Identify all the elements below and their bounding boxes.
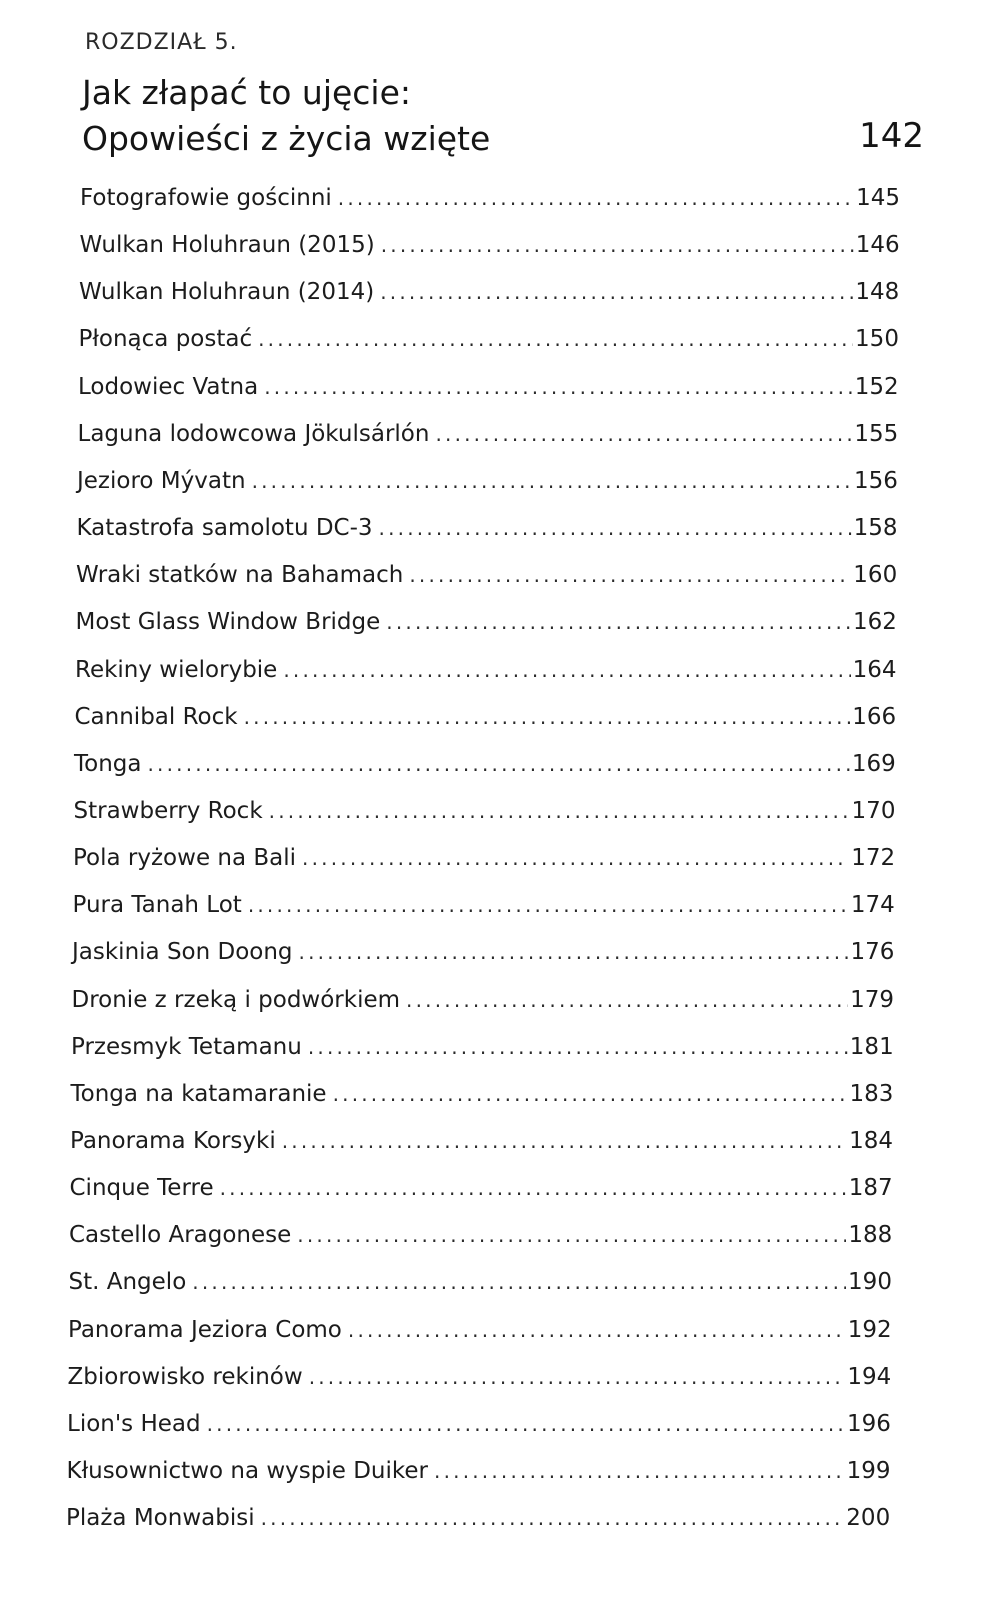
toc-entry-title: Laguna lodowcowa Jökulsárlón [77, 420, 430, 447]
toc-entry-page: 179 [850, 986, 895, 1013]
toc-entry-page: 148 [855, 279, 900, 306]
toc-entry-page: 158 [853, 515, 898, 542]
toc-leader-dots [338, 181, 854, 215]
toc-entry-page: 155 [854, 420, 899, 447]
toc-entry-title: St. Angelo [68, 1269, 187, 1296]
toc-leader-dots [406, 983, 848, 1017]
toc-entry-page: 160 [853, 562, 898, 589]
toc-entry-page: 169 [851, 750, 896, 777]
toc-entry-page: 196 [847, 1410, 891, 1437]
toc-entry [79, 275, 899, 309]
toc-entry-page: 156 [854, 467, 898, 494]
toc-entry-page: 170 [851, 797, 896, 824]
toc-entry-title: Plaża Monwabisi [66, 1505, 255, 1532]
toc-entry-title: Pura Tanah Lot [72, 892, 242, 919]
toc-leader-dots [381, 228, 854, 262]
toc-entry [76, 605, 897, 639]
toc-entry-page: 184 [849, 1128, 893, 1154]
toc-entry [75, 653, 897, 687]
toc-leader-dots [309, 1360, 846, 1394]
toc-entry-page: 199 [846, 1458, 891, 1485]
toc-entry [71, 1030, 894, 1064]
toc-leader-dots [386, 605, 851, 639]
toc-leader-dots [269, 794, 850, 828]
chapter-title-line-1: Jak złapać to ujęcie: [82, 73, 412, 112]
toc-entry [71, 1077, 894, 1111]
toc-entry-page: 150 [855, 326, 899, 353]
toc-entry-title: Przesmyk Tetamanu [71, 1033, 302, 1060]
toc-entry-title: Panorama Jeziora Como [68, 1316, 342, 1343]
toc-entry-title: Strawberry Rock [73, 797, 263, 824]
toc-entry [67, 1454, 891, 1488]
toc-entry-page: 190 [848, 1269, 892, 1296]
toc-entry [79, 322, 899, 356]
toc-entry-title: Cannibal Rock [74, 703, 238, 730]
toc-leader-dots [308, 1030, 848, 1064]
toc-entry-page: 172 [851, 845, 896, 872]
toc-entry [70, 1124, 893, 1158]
toc-leader-dots [333, 1077, 848, 1111]
toc-entry [74, 747, 896, 781]
toc-entry-title: Pola ryżowe na Bali [73, 845, 297, 872]
toc-entry [78, 370, 899, 404]
toc-entry-title: Tonga na katamaranie [70, 1080, 327, 1107]
toc-entry [68, 1313, 892, 1347]
toc-entry-title: Zbiorowisko rekinów [67, 1363, 303, 1390]
toc-entry-page: 192 [847, 1316, 892, 1343]
toc-leader-dots [283, 653, 850, 687]
toc-leader-dots [248, 888, 849, 922]
toc-entry-title: Wraki statków na Bahamach [76, 562, 404, 589]
toc-entry-page: 176 [850, 939, 895, 966]
toc-entry [76, 558, 897, 592]
toc-leader-dots [264, 370, 853, 404]
toc-leader-dots [380, 275, 853, 309]
toc-entry-page: 187 [848, 1175, 893, 1202]
toc-entry [69, 1218, 892, 1252]
toc-entry-page: 174 [850, 892, 895, 919]
toc-entry-title: Dronie z rzeką i podwórkiem [71, 986, 401, 1013]
toc-entry [77, 464, 898, 498]
toc-entry-title: Jezioro Mývatn [77, 467, 246, 494]
toc-entry-title: Rekiny wielorybie [75, 656, 278, 683]
toc-entry [69, 1265, 892, 1299]
toc-entry-page: 183 [849, 1080, 894, 1107]
toc-leader-dots [302, 841, 849, 875]
toc-leader-dots [192, 1265, 846, 1299]
toc-entry [78, 417, 899, 451]
toc-entry [77, 511, 898, 545]
toc-leader-dots [244, 700, 851, 734]
toc-entry [74, 794, 896, 828]
toc-entry-page: 188 [848, 1222, 893, 1249]
toc-entry [75, 700, 897, 734]
toc-entry-title: Panorama Korsyki [70, 1128, 276, 1154]
toc-leader-dots [299, 935, 849, 969]
toc-entry-title: Katastrofa samolotu DC-3 [76, 515, 373, 542]
toc-entry-title: Wulkan Holuhraun (2014) [79, 279, 375, 306]
toc-leader-dots [297, 1218, 846, 1252]
toc-entry-page: 164 [852, 656, 897, 683]
toc-entry [70, 1171, 893, 1205]
toc-entry-title: Jaskinia Son Doong [72, 939, 293, 966]
toc-entry [80, 228, 900, 262]
toc-entry [67, 1407, 891, 1441]
toc-entry-title: Castello Aragonese [69, 1222, 292, 1249]
toc-leader-dots [252, 464, 852, 498]
toc-entry-title: Tonga [74, 750, 142, 777]
chapter-page-number: 142 [859, 116, 924, 156]
toc-leader-dots [282, 1124, 847, 1158]
toc-entry [68, 1360, 892, 1394]
toc-entry-title: Lodowiec Vatna [78, 373, 259, 400]
toc-entry-page: 152 [854, 373, 899, 400]
toc-entry-title: Cinque Terre [69, 1175, 214, 1202]
toc-entry-title: Fotografowie gościnni [80, 185, 332, 211]
toc-entry-title: Kłusownictwo na wyspie Duiker [66, 1458, 429, 1485]
toc-leader-dots [220, 1171, 847, 1205]
toc-leader-dots [147, 747, 849, 781]
toc-entry [72, 983, 895, 1017]
toc-entry [66, 1501, 890, 1535]
toc-entry-title: Płonąca postać [78, 326, 253, 353]
toc-leader-dots [348, 1313, 846, 1347]
toc-entry-title: Most Glass Window Bridge [75, 609, 381, 636]
toc-leader-dots [409, 558, 851, 592]
toc-entry [73, 888, 895, 922]
toc-entry [73, 841, 895, 875]
toc-leader-dots [207, 1407, 845, 1441]
toc-entry-page: 146 [855, 232, 900, 259]
toc-leader-dots [434, 1454, 845, 1488]
toc-entry-title: Wulkan Holuhraun (2015) [79, 232, 375, 259]
toc-entry [80, 181, 900, 215]
toc-entry-page: 166 [852, 703, 897, 730]
toc-entry-page: 200 [846, 1505, 891, 1532]
toc-leader-dots [435, 417, 852, 451]
toc-entry-title: Lion's Head [67, 1410, 201, 1437]
toc-entry-page: 162 [852, 609, 897, 636]
chapter-label: ROZDZIAŁ 5. [85, 30, 238, 55]
chapter-title-line-2: Opowieści z życia wzięte [82, 119, 491, 158]
toc-leader-dots [258, 322, 853, 356]
toc-entry-page: 194 [847, 1363, 892, 1390]
toc-entry [72, 935, 894, 969]
toc-entry-page: 181 [849, 1033, 894, 1060]
toc-entry-page: 145 [856, 185, 900, 211]
toc-leader-dots [261, 1501, 845, 1535]
toc-leader-dots [379, 511, 852, 545]
